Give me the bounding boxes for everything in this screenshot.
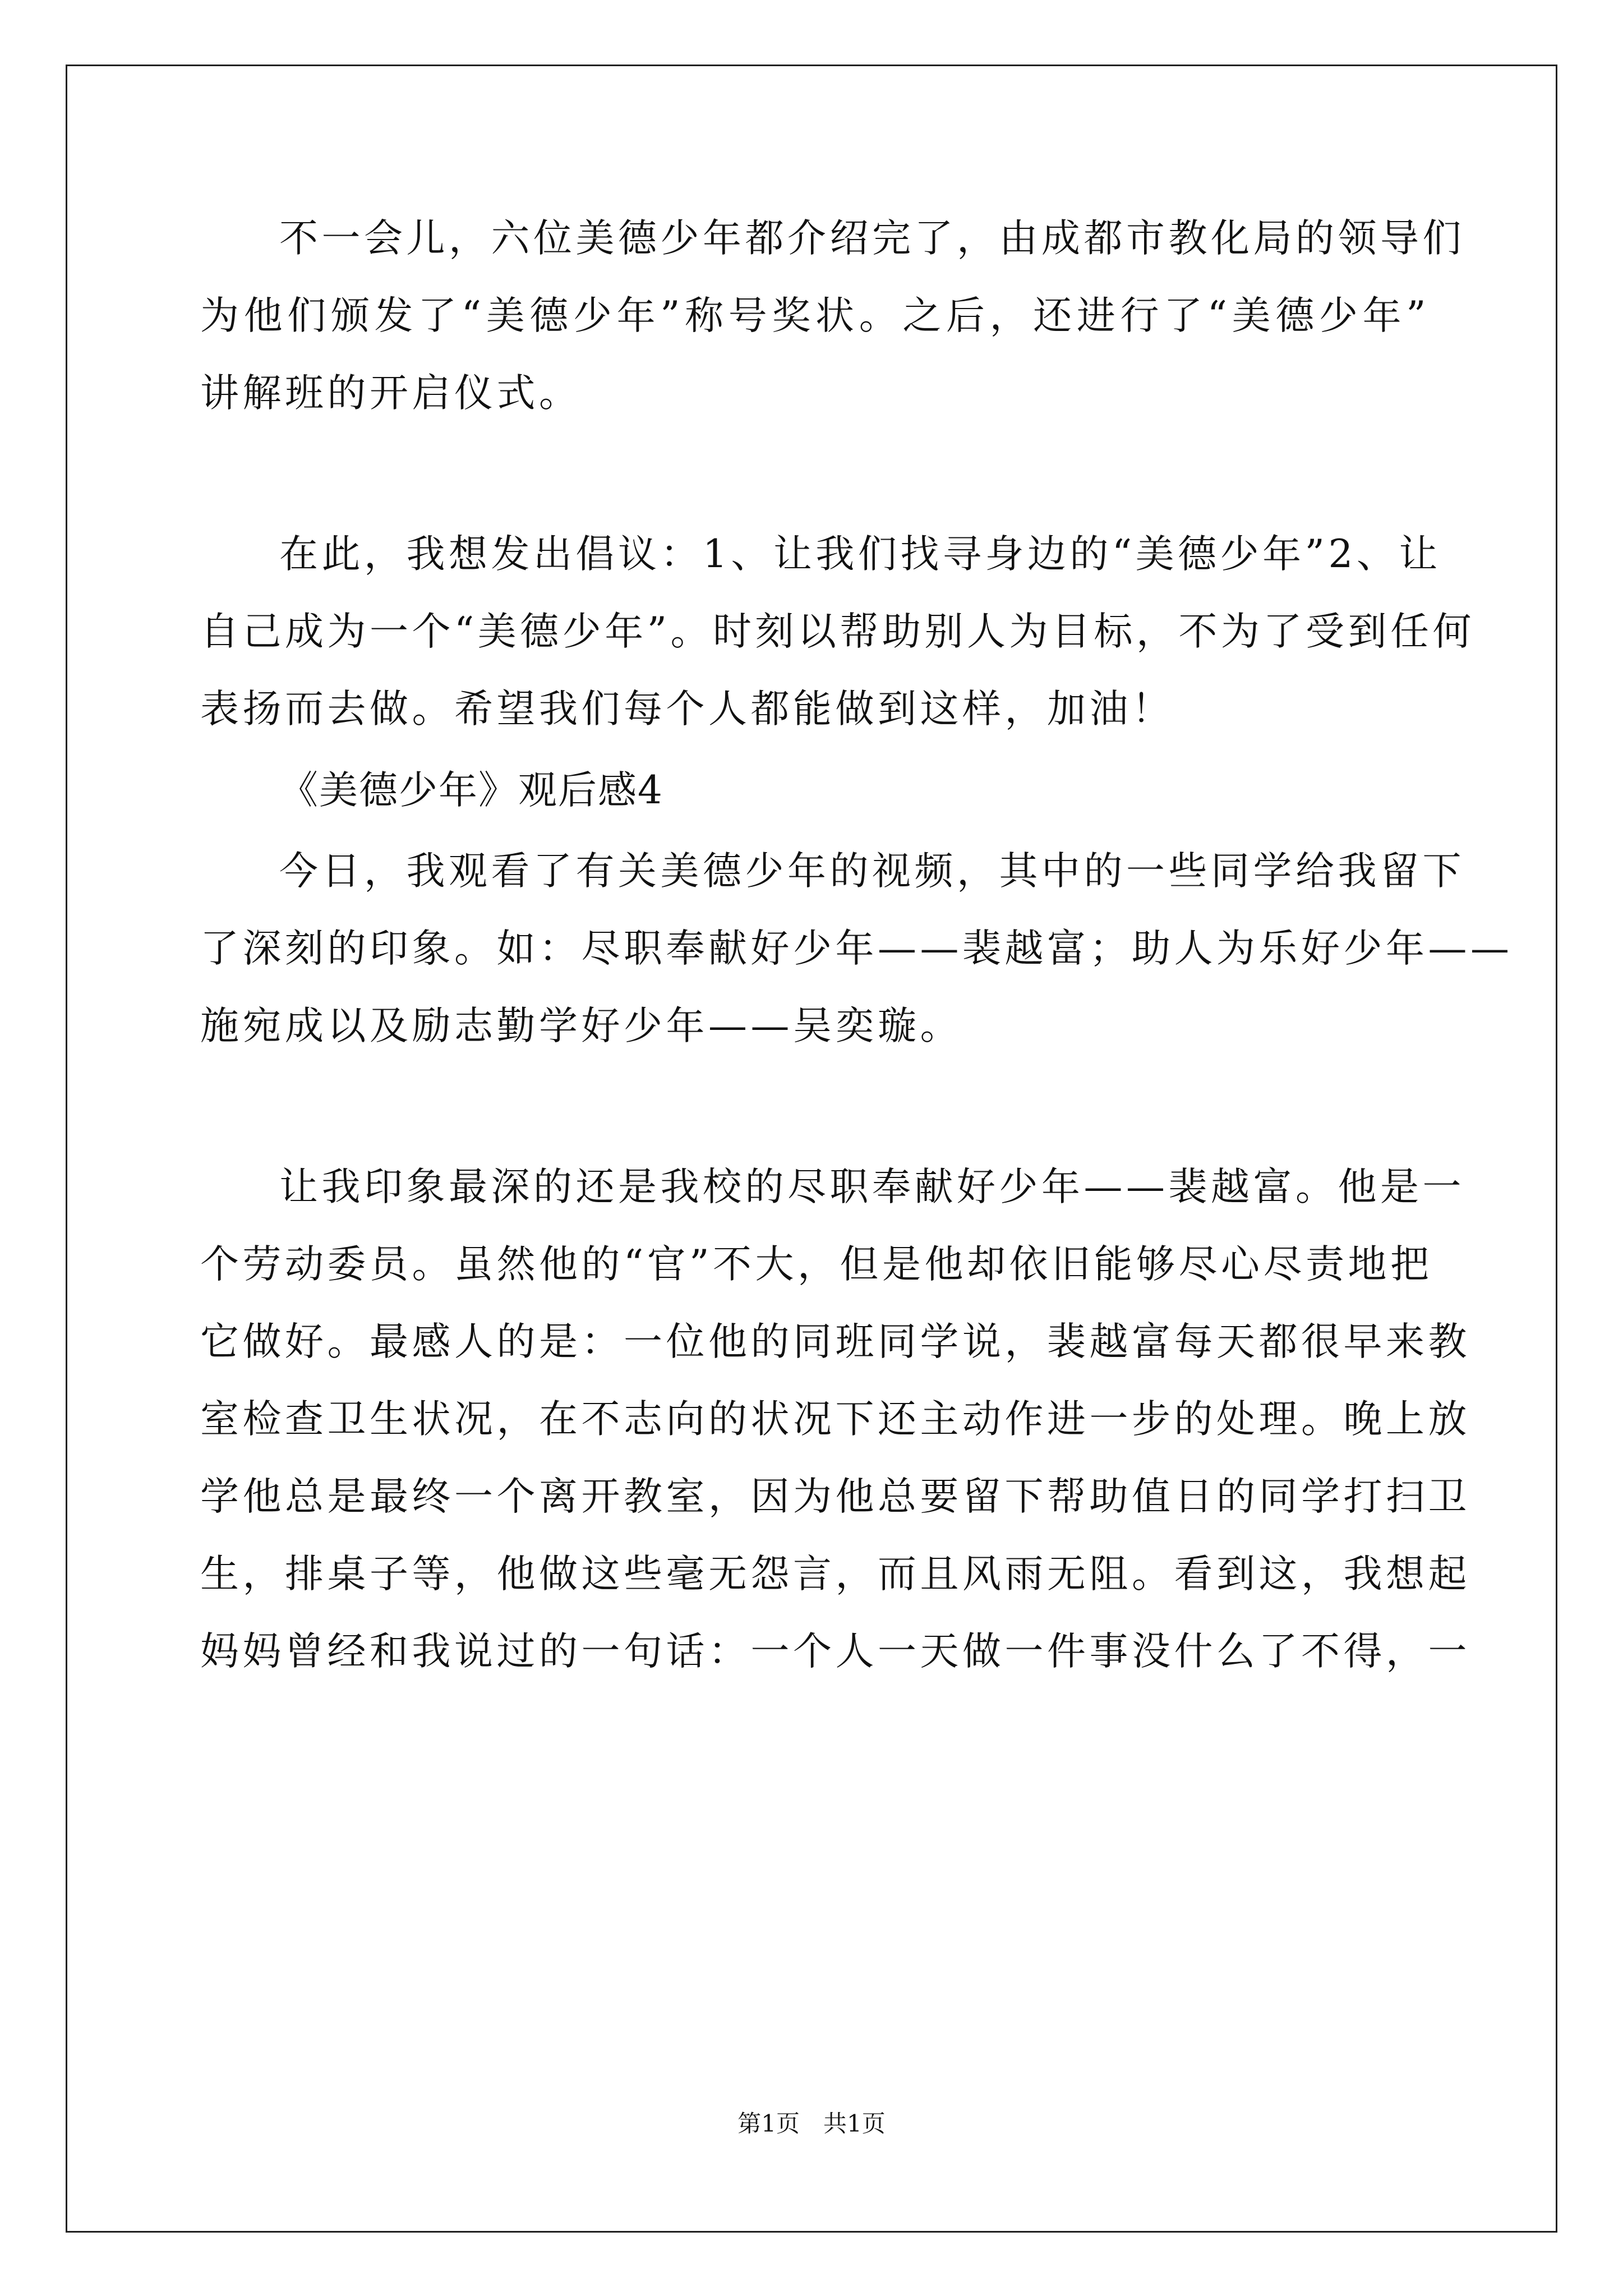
text-line: 表扬而去做。希望我们每个人都能做到这样，加油！ xyxy=(200,687,1174,731)
text-line: 施宛成以及励志勤学好少年——吴奕璇。 xyxy=(200,1004,962,1048)
text-line: 生，排桌子等，他做这些毫无怨言，而且风雨无阻。看到这，我想起 xyxy=(200,1552,1470,1596)
text-line: 学他总是最终一个离开教室，因为他总要留下帮助值日的同学打扫卫 xyxy=(200,1474,1470,1519)
text-line: 讲解班的开启仪式。 xyxy=(200,371,582,416)
text-line: 为他们颁发了“美德少年”称号奖状。之后，还进行了“美德少年” xyxy=(200,293,1430,338)
text-line: 让我印象最深的还是我校的尽职奉献好少年——裴越富。他是一 xyxy=(279,1165,1465,1209)
text-line: 不一会儿，六位美德少年都介绍完了，由成都市教化局的领导们 xyxy=(279,216,1465,261)
section-heading: 《美德少年》观后感4 xyxy=(279,768,663,813)
text-line: 个劳动委员。虽然他的“官”不大，但是他却依旧能够尽心尽责地把 xyxy=(200,1242,1433,1287)
text-line: 它做好。最感人的是：一位他的同班同学说，裴越富每天都很早来教 xyxy=(200,1319,1470,1364)
text-line: 了深刻的印象。如：尽职奉献好少年——裴越富；助人为乐好少年—— xyxy=(200,926,1513,971)
text-line: 今日，我观看了有关美德少年的视频，其中的一些同学给我留下 xyxy=(279,849,1465,894)
text-line: 妈妈曾经和我说过的一句话：一个人一天做一件事没什么了不得，一 xyxy=(200,1629,1470,1674)
page-footer: 第1页 共1页 xyxy=(737,2110,886,2137)
text-line: 室检查卫生状况，在不志向的状况下还主动作进一步的处理。晚上放 xyxy=(200,1397,1470,1442)
text-line: 自己成为一个“美德少年”。时刻以帮助别人为目标，不为了受到任何 xyxy=(200,609,1476,654)
text-line: 在此，我想发出倡议：1、让我们找寻身边的“美德少年”2、让 xyxy=(279,532,1441,577)
